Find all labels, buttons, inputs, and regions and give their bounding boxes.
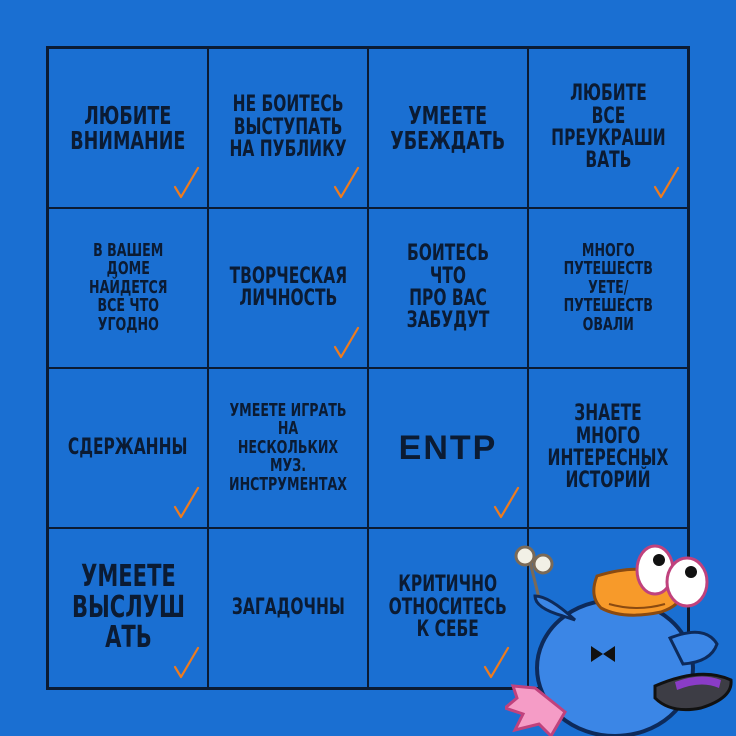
checkmark-icon <box>171 643 201 683</box>
checkmark-icon <box>171 163 201 203</box>
bingo-cell-8[interactable] <box>528 208 688 368</box>
cell-9-text: СДЕРЖАННЫ <box>68 434 188 460</box>
checkmark-icon <box>651 163 681 203</box>
cell-12-text: ЗНАЕТЕ МНОГО ИНТЕРЕСНЫХ ИСТОРИЙ <box>547 401 669 494</box>
checkmark-icon <box>331 323 361 363</box>
bingo-cell-7[interactable] <box>368 208 528 368</box>
bingo-cell-9[interactable] <box>48 368 208 528</box>
bingo-cell-6[interactable] <box>208 208 368 368</box>
bingo-cell-5[interactable] <box>48 208 208 368</box>
cell-14-text: ЗАГАДОЧНЫ <box>231 594 345 620</box>
cell-13-text: УМЕЕТЕ ВЫСЛУШ АТЬ <box>71 559 185 656</box>
bingo-cell-1[interactable] <box>48 48 208 208</box>
cell-15-text: КРИТИЧНО ОТНОСИТЕСЬ К СЕБЕ <box>388 572 508 643</box>
bingo-cell-12[interactable] <box>528 368 688 528</box>
bingo-cell-10[interactable] <box>208 368 368 528</box>
cell-1-text: ЛЮБИТЕ ВНИМАНИЕ <box>70 100 186 155</box>
checkmark-icon <box>171 483 201 523</box>
bingo-cell-3[interactable] <box>368 48 528 208</box>
cell-4-text: ЛЮБИТЕ ВСЕ ПРЕУКРАШИ ВАТЬ <box>550 81 666 174</box>
bingo-cell-13[interactable] <box>48 528 208 688</box>
bingo-cell-2[interactable] <box>208 48 368 208</box>
cell-3-text: УМЕЕТЕ УБЕЖДАТЬ <box>390 100 506 155</box>
cell-10-text: УМЕЕТЕ ИГРАТЬ НА НЕСКОЛЬКИХ МУЗ. ИНСТРУМЕНТАХ <box>229 400 347 495</box>
checkmark-icon <box>491 483 521 523</box>
cell-2-text: НЕ БОИТЕСЬ ВЫСТУПАТЬ НА ПУБЛИКУ <box>229 92 347 163</box>
bingo-cell-4[interactable] <box>528 48 688 208</box>
cell-5-text: В ВАШЕМ ДОМЕ НАЙДЕТСЯ ВСЕ ЧТО УГОДНО <box>88 240 168 335</box>
cell-7-text: БОИТЕСЬ ЧТО ПРО ВАС ЗАБУДУТ <box>406 241 490 334</box>
bird-sticker-icon <box>505 538 736 736</box>
cell-8-text: МНОГО ПУТЕШЕСТВ УЕТЕ/ ПУТЕШЕСТВ ОВАЛИ <box>563 240 653 335</box>
bingo-cell-11[interactable] <box>368 368 528 528</box>
lorgnette-icon <box>516 547 552 598</box>
bingo-cell-15[interactable] <box>368 528 528 688</box>
cell-11-text: ENTP <box>398 428 498 467</box>
bingo-cell-14[interactable] <box>208 528 368 688</box>
cell-6-text: ТВОРЧЕСКАЯ ЛИЧНОСТЬ <box>229 263 347 311</box>
checkmark-icon <box>331 163 361 203</box>
